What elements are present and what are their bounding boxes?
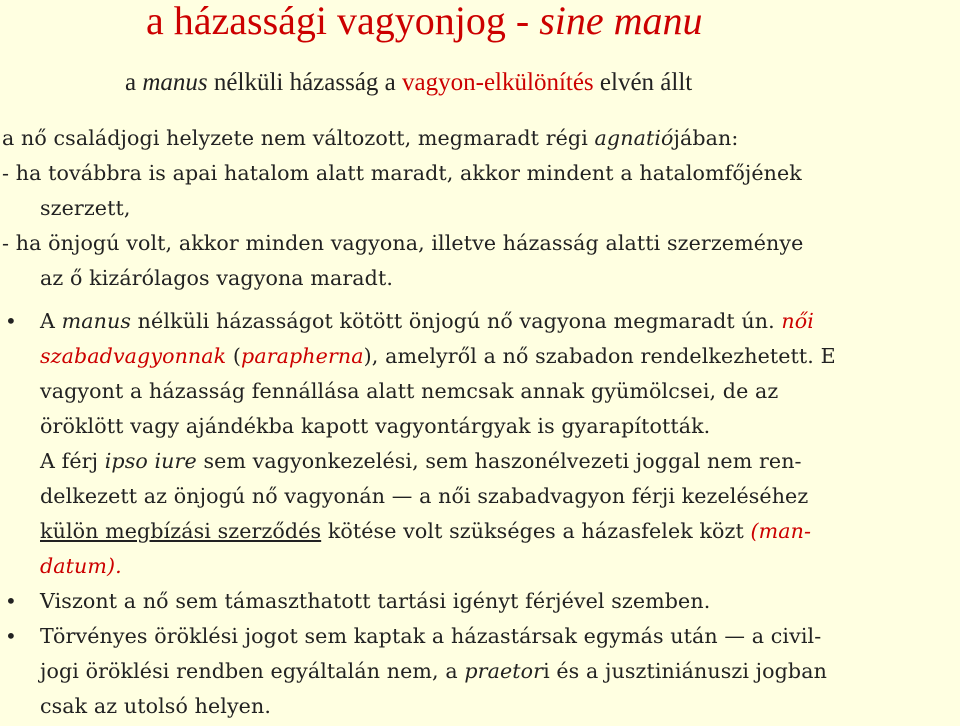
main-content [2,121,952,724]
subtitle-part: nélküli házasság a [207,69,403,96]
text: ), amelyről a nő szabadon rendelkezhetett. E [363,344,836,368]
text-line: Viszont a nő sem támaszthatott tartási igényt férjével szemben. [40,589,711,613]
text: ( [226,344,242,368]
text-line [40,514,952,549]
term: praetor [464,659,544,683]
bullet-icon: • [5,309,17,333]
title-italic: sine manu [539,0,703,43]
intro-line [2,121,952,156]
intro-line: - ha önjogú volt, akkor minden vagyona, illetve házasság alatti szerzeménye [2,231,804,255]
text: i és a jusztiniánuszi jogban [543,659,827,683]
intro-line: az ő kizárólagos vagyona maradt. [40,266,393,290]
text: A [40,309,62,333]
subtitle-part: elvén állt [593,69,693,96]
term-highlight: parapherna [241,344,364,368]
text: jogi öröklési rendben egyáltalán nem, a [40,659,465,683]
bullet-icon: • [5,624,17,648]
subtitle-highlight: vagyon-elkülönítés [402,69,594,96]
text: kötése volt szükséges a házasfelek közt [321,519,751,543]
subtitle-term: manus [142,69,208,96]
underlined-text: külön megbízási szerződés [40,519,322,543]
text: nélküli házasságot kötött önjogú nő vagyona megmaradt ún. [131,309,782,333]
list-item [2,584,952,619]
text-line [40,444,952,479]
text: sem vagyonkezelési, sem haszonélvezeti joggal nem ren- [196,449,802,473]
text-line [40,304,952,339]
bullet-icon: • [5,589,17,613]
subtitle [125,66,692,100]
text-line: vagyont a házasság fennállása alatt nemcsak annak gyümölcsei, de az [40,379,779,403]
subtitle-part: a [125,69,143,96]
term-highlight: szabadvagyonnak [40,344,227,368]
intro-line: - ha továbbra is apai hatalom alatt maradt, akkor mindent a hatalomfőjének [2,161,802,185]
text-line [40,339,952,374]
text-line: Törvényes öröklési jogot sem kaptak a házastársak egymás után — a civil- [40,624,822,648]
bullet-list [2,304,952,724]
list-item [2,304,952,584]
list-item [2,619,952,724]
title-text: a házassági vagyonjog - [146,0,540,43]
text-line: csak az utolsó helyen. [40,694,271,718]
term-highlight: (man- [750,519,812,543]
text: jában: [673,126,739,150]
text: a nő családjogi helyzete nem változott, megmaradt régi [2,126,595,150]
term-highlight: datum). [40,554,122,578]
text-line [40,549,952,584]
term-highlight: női [781,309,814,333]
text-line [40,654,952,689]
text-line: öröklött vagy ajándékba kapott vagyontárgyak is gyarapították. [40,414,711,438]
term: manus [61,309,132,333]
text-line: delkezett az önjogú nő vagyonán — a női szabadvagyon férji kezeléséhez [40,484,809,508]
term: ipso iure [104,449,197,473]
page-title [146,0,703,42]
term: agnatió [594,126,674,150]
text: A férj [40,449,105,473]
intro-line: szerzett, [40,196,131,220]
